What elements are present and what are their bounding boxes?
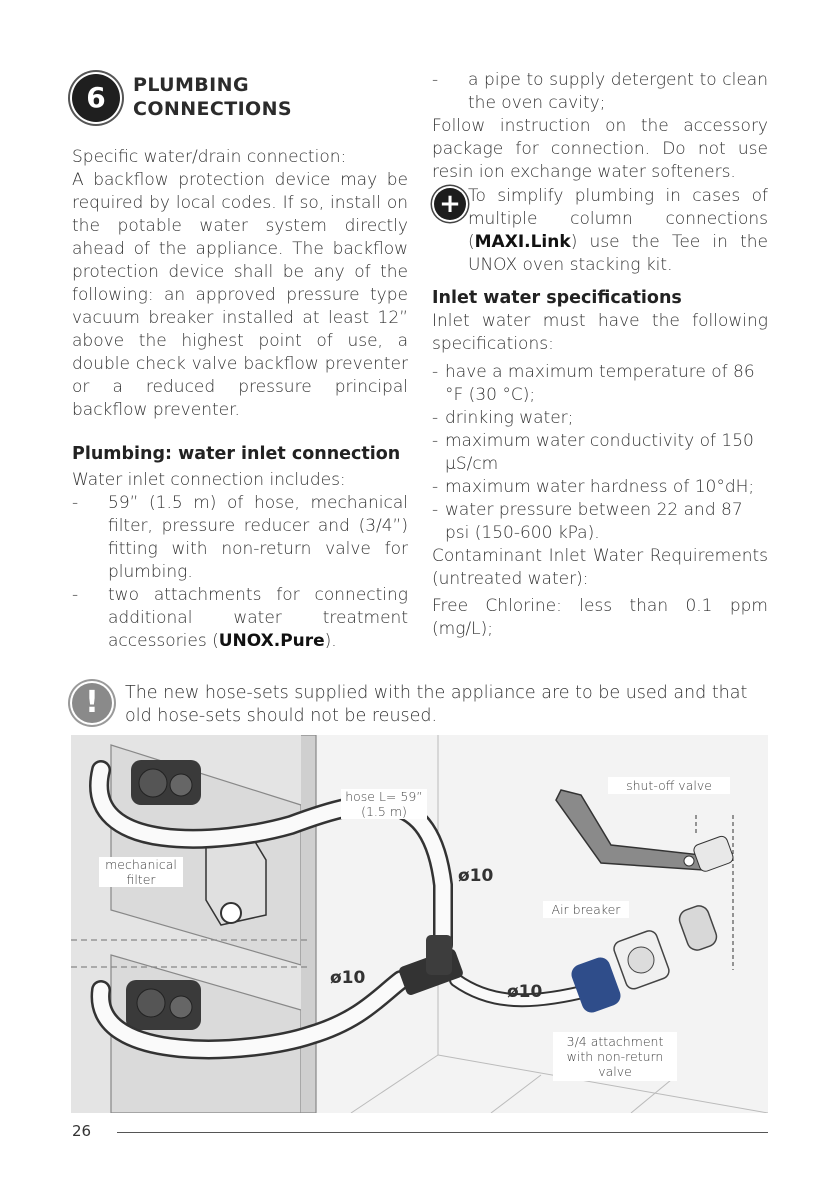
spec-item-text: maximum water conductivity of 150 µS/cm [445,431,754,474]
hose-label-line1: hose L= 59” [345,789,423,804]
section-title-line2: CONNECTIONS [133,98,292,120]
inlet-heading: Plumbing: water inlet connection [72,444,401,464]
air-breaker-fitting [569,903,720,1015]
intro-body: A backflow protection device may be required by local codes. If so, install on the potable water system directly ahead of the appliance. The backflow protection device shall be any of the following: an approved pressure type vacuum breaker installed at least 12” above the highest point of use, a double check valve backflow preventer or a reduced pressure principal backflow preventer. [72,170,408,420]
diameter-label-upper: ø10 [458,866,494,886]
spec-item: - water pressure between 22 and 87 psi (150-600 kPa). [432,500,743,543]
shutoff-label: shut-off valve [608,777,730,794]
filter-label-line1: mechanical [105,857,177,872]
section-number-badge: 6 [72,74,120,122]
inlet-bullet-3: - a pipe to supply detergent to clean the oven cavity; [432,69,768,115]
hose-label [341,789,427,819]
spec-heading: Inlet water specifications [432,288,682,308]
spec-intro: Inlet water must have the following specifications: [432,311,768,354]
tip-note [432,185,768,277]
attachment-label-line2: with non-return [566,1049,664,1064]
valve-assembly-lower [126,980,201,1030]
attachment-label-line1: 3/4 attachment [566,1034,664,1049]
spec-item: - drinking water; [432,408,574,428]
diameter-label-left: ø10 [330,968,366,988]
right-column [432,69,768,641]
spec-item-text: water pressure between 22 and 87 psi (150-600 kPa). [445,500,743,543]
valve-assembly-upper [131,760,201,805]
spec-item-text: maximum water hardness of 10°dH; [445,477,755,497]
pressure-reducer [206,835,266,925]
plus-icon: + [434,188,466,220]
unox-pure-brand: UNOX.Pure [218,631,325,651]
section-title [133,73,292,121]
chlorine-text: Free Chlorine: less than 0.1 ppm (mg/L); [432,596,768,639]
spec-item-text: drinking water; [445,408,574,428]
follow-instructions: Follow instruction on the accessory package for connection. Do not use resin ion exchange water softeners. [432,116,768,182]
bullet2-text: two attachments for connecting additional water treatment accessories ( [108,585,408,651]
air-breaker-label: Air breaker [543,901,629,918]
attachment-label-line3: valve [598,1064,632,1079]
tip-text: To simplify plumbing in cases of multiple column connections ( [468,186,768,252]
intro-heading: Specific water/drain connection: [72,147,347,167]
left-column [72,146,408,653]
section-title-line1: PLUMBING [133,74,249,96]
diameter-label-right: ø10 [507,982,543,1002]
filter-label [99,857,183,887]
inlet-intro: Water inlet connection includes: [72,470,346,490]
footer-rule [117,1132,768,1133]
hose-label-line2: (1.5 m) [361,804,407,819]
attachment-label [553,1032,677,1081]
bullet2-end: ). [324,631,337,651]
spec-item-text: have a maximum temperature of 86 °F (30 °C); [445,362,755,405]
inlet-bullet-2 [72,584,408,653]
spec-item: - maximum water hardness of 10°dH; [432,477,755,497]
inlet-bullet-1: - 59” (1.5 m) of hose, mechanical filter, pressure reducer and (3/4”) fitting with non-return valve for plumbing. [72,492,408,584]
plumbing-illustration [71,735,768,1113]
page-number: 26 [72,1122,92,1140]
filter-label-line2: filter [126,872,156,887]
exclamation-icon: ! [72,683,112,723]
spec-item: - have a maximum temperature of 86 °F (30 °C); [432,362,755,405]
warning-text: The new hose-sets supplied with the appliance are to be used and that old hose-sets should not be reused. [125,683,748,726]
spec-list [432,361,768,545]
contaminant-text: Contaminant Inlet Water Requirements (untreated water): [432,546,768,589]
tip-end: ) use the Tee in the UNOX oven stacking kit. [468,232,768,275]
spec-item: - maximum water conductivity of 150 µS/cm [432,431,754,474]
maxi-link-brand: MAXI.Link [474,232,571,252]
